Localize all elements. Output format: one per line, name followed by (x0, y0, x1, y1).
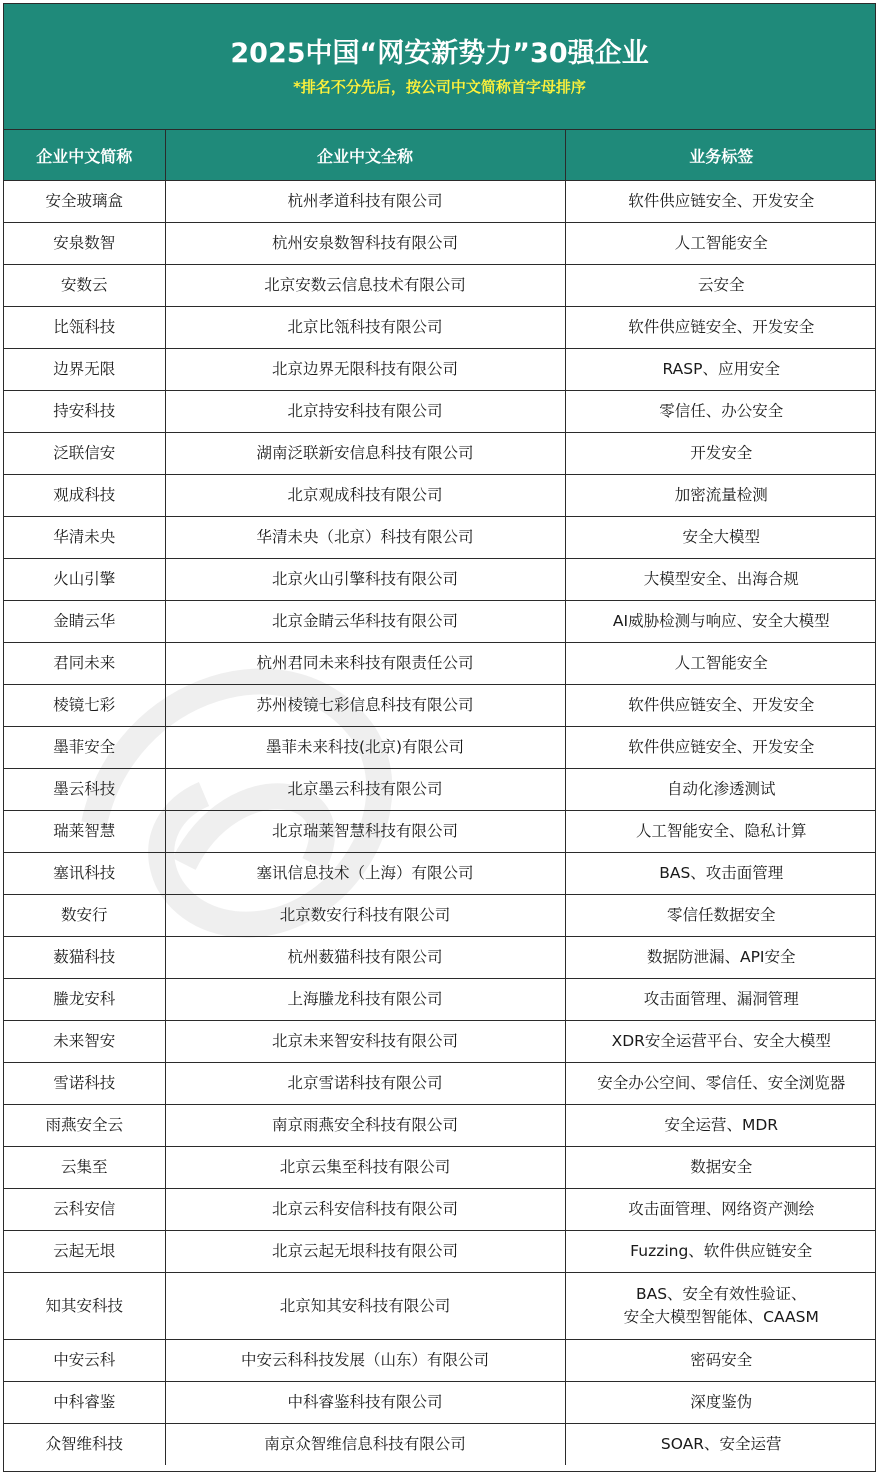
table-row (4, 1147, 876, 1189)
table-row (4, 895, 876, 937)
table-row (4, 1231, 876, 1273)
business-tags (565, 1273, 876, 1340)
company-short-name: 薮猫科技 (4, 937, 165, 979)
business-tags-line: Fuzzing、软件供应链安全 (630, 1242, 813, 1260)
table-row (4, 685, 876, 727)
company-full-name: 北京云起无垠科技有限公司 (165, 1231, 565, 1273)
company-short-name: 火山引擎 (4, 559, 165, 601)
table-row (4, 475, 876, 517)
company-full-name: 南京众智维信息科技有限公司 (165, 1424, 565, 1466)
business-tags-line: 加密流量检测 (674, 486, 768, 504)
company-short-name: 雪诺科技 (4, 1063, 165, 1105)
company-full-name: 北京观成科技有限公司 (165, 475, 565, 517)
company-short-name: 边界无限 (4, 349, 165, 391)
company-short-name: 观成科技 (4, 475, 165, 517)
company-full-name: 北京比瓴科技有限公司 (165, 307, 565, 349)
business-tags (565, 1063, 876, 1105)
column-header-business-tags: 业务标签 (565, 130, 876, 181)
column-header-short-name: 企业中文简称 (4, 130, 165, 181)
business-tags (565, 517, 876, 559)
company-short-name: 中科睿鉴 (4, 1382, 165, 1424)
table-row (4, 769, 876, 811)
business-tags (565, 1189, 876, 1231)
company-full-name: 北京持安科技有限公司 (165, 391, 565, 433)
table-row (4, 307, 876, 349)
business-tags (565, 1021, 876, 1063)
company-full-name: 北京云集至科技有限公司 (165, 1147, 565, 1189)
company-full-name: 杭州薮猫科技有限公司 (165, 937, 565, 979)
table-row (4, 181, 876, 223)
company-short-name: 安全玻璃盒 (4, 181, 165, 223)
business-tags-line: 开发安全 (690, 444, 753, 462)
business-tags-line: 数据安全 (690, 1158, 753, 1176)
table-row (4, 391, 876, 433)
company-short-name: 华清未央 (4, 517, 165, 559)
company-short-name: 云起无垠 (4, 1231, 165, 1273)
business-tags (565, 1105, 876, 1147)
company-full-name: 北京金睛云华科技有限公司 (165, 601, 565, 643)
business-tags-line: 深度鉴伪 (690, 1393, 753, 1411)
business-tags (565, 223, 876, 265)
company-short-name: 棱镜七彩 (4, 685, 165, 727)
business-tags (565, 559, 876, 601)
table-row (4, 1273, 876, 1340)
business-tags-line: 数据防泄漏、API安全 (646, 948, 796, 966)
table-row (4, 433, 876, 475)
business-tags (565, 349, 876, 391)
table-row (4, 517, 876, 559)
business-tags (565, 727, 876, 769)
company-full-name: 湖南泛联新安信息科技有限公司 (165, 433, 565, 475)
title-banner (4, 4, 875, 130)
company-short-name: 众智维科技 (4, 1424, 165, 1466)
business-tags-line: 安全大模型 (682, 528, 760, 546)
table-row (4, 643, 876, 685)
table-row (4, 1340, 876, 1382)
page-subtitle: *排名不分先后，按公司中文简称首字母排序 (293, 78, 586, 96)
business-tags (565, 475, 876, 517)
ranking-sheet (3, 3, 876, 1472)
business-tags-line: 软件供应链安全、开发安全 (628, 696, 815, 714)
company-short-name: 持安科技 (4, 391, 165, 433)
business-tags (565, 685, 876, 727)
business-tags (565, 265, 876, 307)
company-full-name: 上海螣龙科技有限公司 (165, 979, 565, 1021)
business-tags-line: XDR安全运营平台、安全大模型 (611, 1032, 831, 1050)
business-tags-line: 安全运营、MDR (664, 1116, 779, 1134)
table-row (4, 811, 876, 853)
company-short-name: 数安行 (4, 895, 165, 937)
companies-table (4, 130, 876, 1465)
business-tags-line: 软件供应链安全、开发安全 (628, 192, 815, 210)
business-tags (565, 1231, 876, 1273)
business-tags-line: 安全大模型智能体、CAASM (623, 1308, 819, 1326)
table-body (4, 181, 876, 1466)
company-short-name: 云科安信 (4, 1189, 165, 1231)
company-full-name: 南京雨燕安全科技有限公司 (165, 1105, 565, 1147)
business-tags-line: RASP、应用安全 (662, 360, 780, 378)
business-tags (565, 895, 876, 937)
table-row (4, 1021, 876, 1063)
table-row (4, 1105, 876, 1147)
business-tags (565, 307, 876, 349)
business-tags (565, 937, 876, 979)
table-row (4, 853, 876, 895)
company-full-name: 杭州安泉数智科技有限公司 (165, 223, 565, 265)
business-tags (565, 1424, 876, 1466)
company-short-name: 安泉数智 (4, 223, 165, 265)
company-full-name: 中安云科科技发展（山东）有限公司 (165, 1340, 565, 1382)
company-short-name: 瑞莱智慧 (4, 811, 165, 853)
business-tags (565, 181, 876, 223)
business-tags-line: 攻击面管理、漏洞管理 (643, 990, 799, 1008)
table-row (4, 223, 876, 265)
company-full-name: 北京云科安信科技有限公司 (165, 1189, 565, 1231)
business-tags-line: 大模型安全、出海合规 (643, 570, 799, 588)
company-full-name: 北京数安行科技有限公司 (165, 895, 565, 937)
business-tags-line: 自动化渗透测试 (666, 780, 776, 798)
company-short-name: 知其安科技 (4, 1273, 165, 1340)
table-row (4, 1382, 876, 1424)
business-tags-line: 云安全 (697, 276, 745, 294)
company-full-name: 北京边界无限科技有限公司 (165, 349, 565, 391)
table-header-row (4, 130, 876, 181)
business-tags-line: 人工智能安全 (674, 234, 768, 252)
company-full-name: 北京未来智安科技有限公司 (165, 1021, 565, 1063)
business-tags-line: BAS、安全有效性验证、 (635, 1285, 807, 1303)
business-tags (565, 979, 876, 1021)
page-title: 2025中国“网安新势力”30强企业 (230, 38, 649, 69)
business-tags-line: 人工智能安全、隐私计算 (635, 822, 807, 840)
business-tags-line: 软件供应链安全、开发安全 (628, 318, 815, 336)
company-short-name: 墨云科技 (4, 769, 165, 811)
company-full-name: 苏州棱镜七彩信息科技有限公司 (165, 685, 565, 727)
company-short-name: 金睛云华 (4, 601, 165, 643)
company-short-name: 云集至 (4, 1147, 165, 1189)
business-tags (565, 853, 876, 895)
company-full-name: 北京火山引擎科技有限公司 (165, 559, 565, 601)
company-full-name: 塞讯信息技术（上海）有限公司 (165, 853, 565, 895)
business-tags-line: BAS、攻击面管理 (659, 864, 784, 882)
table-row (4, 349, 876, 391)
table-row (4, 979, 876, 1021)
business-tags (565, 433, 876, 475)
company-full-name: 中科睿鉴科技有限公司 (165, 1382, 565, 1424)
company-full-name: 北京知其安科技有限公司 (165, 1273, 565, 1340)
business-tags (565, 769, 876, 811)
business-tags-line: 零信任、办公安全 (659, 402, 784, 420)
business-tags (565, 643, 876, 685)
business-tags-line: 软件供应链安全、开发安全 (628, 738, 815, 756)
table-row (4, 1189, 876, 1231)
business-tags-line: SOAR、安全运营 (660, 1435, 782, 1453)
business-tags (565, 1340, 876, 1382)
business-tags-line: 密码安全 (690, 1351, 753, 1369)
company-short-name: 未来智安 (4, 1021, 165, 1063)
company-short-name: 比瓴科技 (4, 307, 165, 349)
business-tags-line: AI威胁检测与响应、安全大模型 (612, 612, 830, 630)
business-tags (565, 601, 876, 643)
table-row (4, 727, 876, 769)
table-row (4, 265, 876, 307)
table-row (4, 1424, 876, 1466)
business-tags-line: 零信任数据安全 (666, 906, 776, 924)
column-header-full-name: 企业中文全称 (165, 130, 565, 181)
business-tags (565, 811, 876, 853)
company-full-name: 杭州君同未来科技有限责任公司 (165, 643, 565, 685)
business-tags-line: 人工智能安全 (674, 654, 768, 672)
company-short-name: 雨燕安全云 (4, 1105, 165, 1147)
company-full-name: 墨菲未来科技(北京)有限公司 (165, 727, 565, 769)
company-short-name: 墨菲安全 (4, 727, 165, 769)
business-tags-line: 攻击面管理、网络资产测绘 (628, 1200, 815, 1218)
company-full-name: 北京瑞莱智慧科技有限公司 (165, 811, 565, 853)
company-short-name: 螣龙安科 (4, 979, 165, 1021)
company-short-name: 君同未来 (4, 643, 165, 685)
company-short-name: 安数云 (4, 265, 165, 307)
company-full-name: 杭州孝道科技有限公司 (165, 181, 565, 223)
table-row (4, 559, 876, 601)
company-full-name: 北京雪诺科技有限公司 (165, 1063, 565, 1105)
table-row (4, 1063, 876, 1105)
company-short-name: 塞讯科技 (4, 853, 165, 895)
business-tags (565, 1147, 876, 1189)
table-row (4, 937, 876, 979)
company-short-name: 中安云科 (4, 1340, 165, 1382)
company-short-name: 泛联信安 (4, 433, 165, 475)
company-full-name: 华清未央（北京）科技有限公司 (165, 517, 565, 559)
business-tags (565, 391, 876, 433)
business-tags (565, 1382, 876, 1424)
business-tags-line: 安全办公空间、零信任、安全浏览器 (597, 1074, 846, 1092)
table-row (4, 601, 876, 643)
company-full-name: 北京安数云信息技术有限公司 (165, 265, 565, 307)
company-full-name: 北京墨云科技有限公司 (165, 769, 565, 811)
